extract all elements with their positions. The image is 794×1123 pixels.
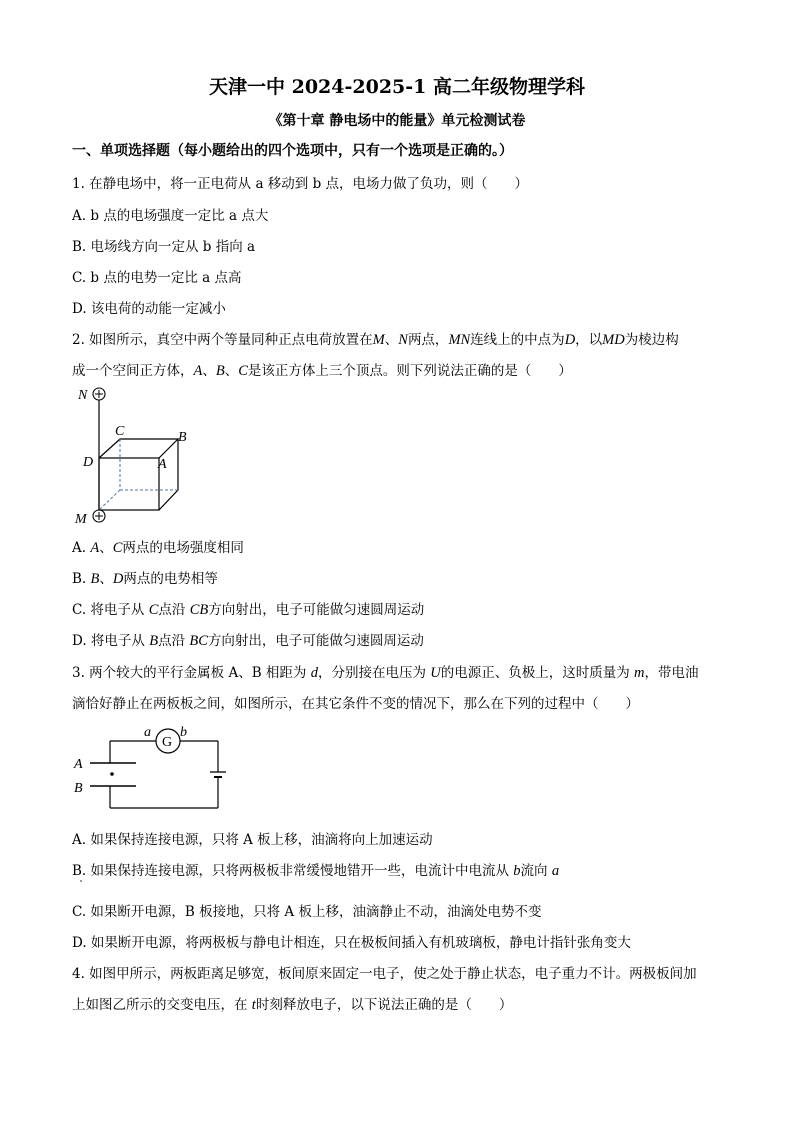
label-n: N — [78, 388, 88, 403]
q2-option-b: B. B、D两点的电势相等 — [72, 571, 218, 587]
q1-option-b: B. 电场线方向一定从 b 指向 a — [72, 239, 256, 255]
q3-stem-line2: 滴恰好静止在两板板之间，如图所示，在其它条件不变的情况下，那么在下列的过程中（ ） — [72, 696, 639, 712]
section-heading: 一、单项选择题（每小题给出的四个选项中，只有一个选项是正确的。） — [72, 143, 513, 159]
label-m: M — [75, 512, 87, 527]
q2-option-a: A. A、C两点的电场强度相同 — [72, 540, 244, 556]
q1-stem: 1. 在静电场中，将一正电荷从 a 移动到 b 点，电场力做了负功，则（ ） — [72, 176, 529, 192]
label-plate-b: B — [74, 781, 83, 796]
label-g: G — [162, 735, 173, 750]
page-title: 天津一中 2024-2025-1 高二年级物理学科 — [209, 76, 585, 98]
circuit-figure — [70, 716, 230, 816]
page-subtitle: 《第十章 静电场中的能量》单元检测试卷 — [268, 113, 526, 129]
q1-option-c: C. b 点的电势一定比 a 点高 — [72, 270, 242, 286]
q3-option-b: B. 如果保持连接电源，只将两极板非常缓慢地错开一些，电流计中电流从 b流向 a — [72, 863, 560, 879]
q4-stem-line2: 上如图乙所示的交变电压，在 t时刻释放电子，以下说法正确的是（ ） — [72, 997, 513, 1013]
oil-drop-icon — [110, 772, 114, 776]
q3-option-a: A. 如果保持连接电源，只将 A 板上移，油滴将向上加速运动 — [72, 832, 433, 848]
q4-stem-line1: 4. 如图甲所示，两板距离足够宽，板间原来固定一电子，使之处于静止状态，电子重力不计。两极板间加 — [72, 966, 697, 982]
q2-option-d: D. 将电子从 B点沿 BC方向射出，电子可能做匀速圆周运动 — [72, 633, 424, 649]
label-d: D — [83, 455, 94, 470]
q3-option-c: C. 如果断开电源，B 板接地，只将 A 板上移，油滴静止不动，油滴处电势不变 — [72, 904, 542, 920]
stray-mark — [80, 880, 82, 882]
q2-stem-line1: 2. 如图所示，真空中两个等量同种正点电荷放置在M、N两点，MN连线上的中点为D，以MD为棱边构 — [72, 332, 679, 348]
q2-stem-line2: 成一个空间正方体，A、B、C是该正方体上三个顶点。则下列说法正确的是（ ） — [72, 363, 572, 379]
label-c: C — [115, 424, 125, 439]
q3-stem-line1: 3. 两个较大的平行金属板 A、B 相距为 d，分别接在电压为 U的电源正、负极上，这时质量为 m，带电油 — [72, 665, 699, 681]
q3-option-d: D. 如果断开电源，将两极板与静电计相连，只在极板间插入有机玻璃板，静电计指针张角变大 — [72, 935, 631, 951]
q2-option-c: C. 将电子从 C点沿 CB方向射出，电子可能做匀速圆周运动 — [72, 602, 425, 618]
label-b-small: b — [180, 725, 187, 740]
label-b: B — [178, 430, 187, 445]
label-a: A — [158, 457, 167, 472]
q1-option-a: A. b 点的电场强度一定比 a 点大 — [72, 208, 269, 224]
q1-option-d: D. 该电荷的动能一定减小 — [72, 301, 226, 317]
label-a-small: a — [144, 725, 151, 740]
label-plate-a: A — [74, 757, 83, 772]
cube-figure — [70, 382, 200, 530]
